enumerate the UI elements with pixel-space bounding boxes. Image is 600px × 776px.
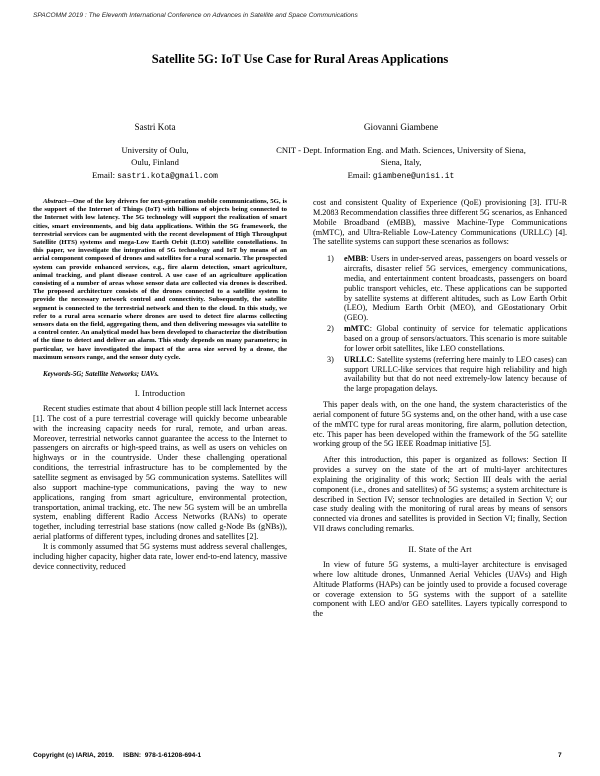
author-block-1 [80,121,230,183]
list-text: : Satellite systems (referring here mainly to LEO cases) can support URLLC-like services that require high reliability and high availability but that do not need extremely-low latency because of the large propagation delays. [344,354,567,394]
author-email[interactable]: sastri.kota@gmail.com [117,171,218,181]
footer-copyright: Copyright (c) IARIA, 2019. ISBN: 978-1-61208-694-1 [33,752,202,759]
intro-paragraph-2: It is commonly assumed that 5G systems must address several challenges, including higher capacity, higher data rate, lower end-to-end latency, massive device connectivity, reduced [33,541,287,571]
email-label: Email: [347,169,371,180]
list-term: URLLC [344,354,373,364]
author-affiliation: Siena, Italy, [380,157,422,168]
list-number: 2) [327,324,334,334]
keywords-text: -5G; Satellite Networks; UAVs. [70,371,159,379]
author-name: Giovanni Giambene [363,122,439,132]
conference-header: SPACOMM 2019 : The Eleventh International Conference on Advances in Satellite and Space Communications [33,12,358,19]
email-label: Email: [92,169,115,180]
list-number: 3) [327,354,334,364]
list-item [313,355,567,394]
scenario-list [313,254,567,394]
list-number: 1) [327,254,334,264]
right-paragraph-organization: After this introduction, this paper is organized as follows: Section II provides a survey on the state of the art of multi-layer architectures explaining the originality of this work; Section III deals with the aerial component (i.e., drones and satellites) of 5G systems; a system architecture is described in Section IV; sensor technologies are detailed in Section V; our case study dealing with the monitoring of rural areas by means of sensors connected via drones and satellites is provided in Section VI; finally, Section VII draws concluding remarks. [313,455,567,534]
keywords [33,371,287,378]
abstract-text: —One of the key drivers for next-generation mobile communications, 5G, is the support of the Internet of Things (IoT) with billions of objects being connected to the Internet with low latency. The 5G technology will support the realization of smart cities, smart environments, and big data applications. Within the 5G framework, the terrestrial services can be augmented with the recent development of High Throughput Satellite (HTS) systems and mega-Low Earth Orbit (LEO) satellite constellations. In this paper, we investigate the integration of 5G technology and IoT by means of an aerial component composed of drones and satellites for a rural scenario. The prospected system can provide enhanced services, e.g., fire alarm detection, smart agriculture, animal tracking, and plant disease control. A use case of an agriculture application consisting of a number of areas whose sensor data are collected via drones is described. The proposed architecture consists of the drones connected to a satellite system to provide the necessary network control and connectivity. Subsequently, the satellite segment is connected to the terrestrial network and then to the cloud. In this study, we refer to a rural area scenario where drones are used to detect fire alarms collecting sensors data on the field, aggregating them, and then delivering messages via satellite to a control center. An analytical model has been developed to characterize the distribution of the time to detect and deliver an alarm. This study depends on many parameters; in particular, we have investigated the impact of the area size served by a drone, the maximum sensors range, and the sensor duty cycle. [33,198,287,361]
author-email-line [228,169,574,183]
abstract-label: Abstract [43,198,67,205]
list-text: : Global continuity of service for telematic applications based on a group of sensors/actuators. This scenario is more suitable for lower orbit satellites, like LEO constellations. [344,324,567,353]
right-paragraph-deals: This paper deals with, on the one hand, the system characteristics of the aerial component of future 5G systems and, on the other hand, with a use case of the mMTC type for rural areas monitoring, fire alarm, pollution detection, etc. This paper has been developed within the framework of the 5G satellite working group of the 5G IEEE Roadmap initiative [5]. [313,400,567,449]
section-heading-state-of-art: II. State of the Art [408,545,472,554]
list-item [313,254,567,323]
paper-title: Satellite 5G: IoT Use Case for Rural Areas Applications [151,52,449,66]
author-affiliation: University of Oulu, [121,145,189,156]
abstract [33,198,287,362]
author-email[interactable]: giambene@unisi.it [372,171,455,181]
intro-paragraph-1: Recent studies estimate that about 4 billion people still lack Internet access [1]. The cost of a pure terrestrial coverage will quickly become unbearable with the increasing capacity needs for rural, remote, and urban areas. Moreover, terrestrial networks cannot guarantee the access to the Internet to passengers on aircrafts or high-speed trains, as well as users on vehicles on highways or in the countryside. Under these challenging operational conditions, the terrestrial infrastructure has to be complemented by the satellite segment as envisaged by 5G communication systems. Satellites will also support machine-type communications, paving the way to new applications, ranging from smart agriculture, environmental protection, transportation, animal tracking, etc. The new 5G system will be an umbrella system, enabling different Radio Access Networks (RANs) to operate together, including terrestrial base stations (now called g-Node Bs (gNBs)), aerial platforms of different types, including drones and satellites [2]. [33,404,287,542]
section-heading-introduction: I. Introduction [134,389,186,399]
list-term: mMTC [344,324,370,334]
list-text: : Users in under-served areas, passengers on board vessels or aircrafts, disaster relief 5G services, emergency communications, media, and entertainment content broadcasts, passengers on board public transport vehicles, etc. These applications can be supported by satellite systems at different altitudes, such as Low Earth Orbit (LEO), Medium Earth Orbit (MEO), and GEostationary Orbit (GEO). [344,254,567,323]
footer-page-number: 7 [558,752,562,759]
author-block-2 [228,121,574,183]
author-name: Sastri Kota [134,122,176,132]
author-affiliation: CNIT - Dept. Information Eng. and Math. Sciences, University of Siena, [276,145,526,156]
right-paragraph-continued: cost and consistent Quality of Experience (QoE) provisioning [3]. ITU-R M.2083 Recommendation classifies three different 5G scenarios, as Enhanced Mobile Broadband (eMBB), massive Machine-Type Communications (mMTC), and Ultra-Reliable Low-Latency Communications (URLLC) [4]. The satellite systems can support these scenarios as follows: [313,198,567,247]
keywords-label: Keywords [43,371,71,379]
list-item [313,324,567,354]
author-affiliation: Oulu, Finland [131,157,179,168]
state-of-art-paragraph: In view of future 5G systems, a multi-layer architecture is envisaged where low altitude drones, Unmanned Aerial Vehicles (UAVs) and High Altitude Platforms (HAPs) can be jointly used to provide a focused coverage or coverage extension to 5G systems with the support of a satellite component with LEO and/or GEO satellites. Layers typically correspond to the [313,560,567,619]
left-column [33,198,287,571]
author-email-line [80,169,230,183]
right-column [313,198,567,619]
list-term: eMBB [344,254,367,264]
